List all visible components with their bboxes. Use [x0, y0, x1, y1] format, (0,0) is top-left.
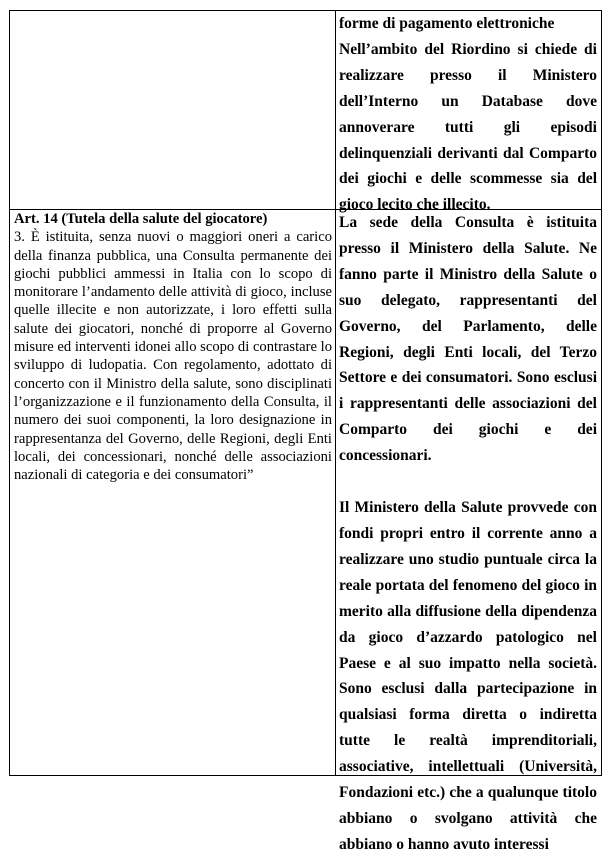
- paragraph-gap: [339, 469, 597, 495]
- row1-right-paragraph: Nell’ambito del Riordino si chiede di realizzare presso il Ministero dell’Interno un Database dove annoverare tutti gli episodi delinquenziali derivanti dal Comparto dei giochi e delle scommesse sia del gioco lecito che illecito.: [339, 40, 597, 214]
- row2-right-paragraph-1: La sede della Consulta è istituita presso il Ministero della Salute. Ne fanno parte il Ministro della Salute o suo delegato, rappresentanti del Governo, del Parlamento, delle Regioni, degli Enti locali, del Terzo Settore e dei consumatori. Sono esclusi i rappresentanti delle associazioni del Comparto dei giochi e dei concessionari.: [339, 214, 597, 465]
- row2-right-cell: [339, 210, 597, 858]
- article-body: 3. È istituita, senza nuovi o maggiori oneri a carico della finanza pubblica, una Consulta permanente dei giochi pubblici ammessi in Italia con lo scopo di monitorare l’andamento delle attività di gioco, incluse quelle illecite e non autorizzate, i loro effetti sulla salute dei giocatori, nonché di proporre al Governo misure ed interventi idonei allo scopo di contrastare lo sviluppo di ludopatia. Con regolamento, adottato di concerto con il Ministro della salute, sono disciplinati l’organizzazione e il funzionamento della Consulta, il numero dei suoi componenti, la loro designazione in rappresentanza del Governo, delle Regioni, degli Enti locali, dei concessionari, nonché delle associazioni nazionali di categoria e dei consumatori”: [14, 229, 332, 484]
- comparison-table: [9, 10, 602, 853]
- article-heading: Art. 14 (Tutela della salute del giocatore): [14, 211, 268, 227]
- row1-right-cell: [339, 11, 597, 218]
- column-divider: [335, 11, 336, 775]
- row1-right-line1: forme di pagamento elettroniche: [339, 15, 555, 32]
- row2-left-cell: [14, 210, 332, 484]
- row2-right-paragraph-2: Il Ministero della Salute provvede con fondi propri entro il corrente anno a realizzare uno studio puntuale circa la reale portata del fenomeno del gioco in merito alla diffusione della dipendenza da gioco d’azzardo patologico nel Paese e al suo impatto nella società. Sono esclusi dalla partecipazione in qualsiasi forma diretta o indiretta tutte le realtà imprenditoriali, associative, intellettuali (Università, Fondazioni etc.) che a qualunque titolo abbiano o svolgano attività che abbiano o hanno avuto interessi: [339, 499, 597, 853]
